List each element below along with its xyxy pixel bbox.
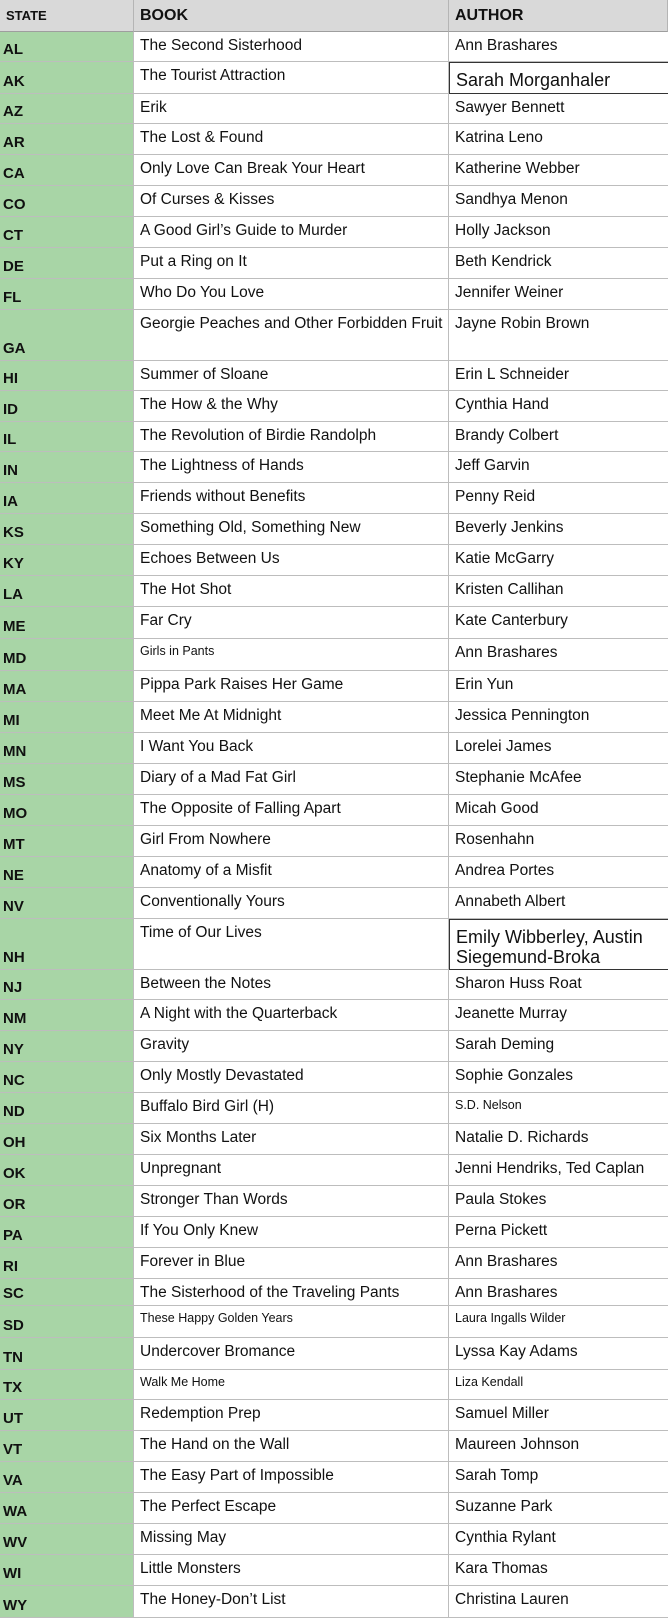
state-cell[interactable]: NH	[0, 919, 134, 970]
author-cell[interactable]: Sophie Gonzales	[449, 1062, 668, 1093]
book-cell[interactable]: Girl From Nowhere	[134, 826, 449, 857]
table-row	[0, 1306, 668, 1338]
book-cell[interactable]: The Revolution of Birdie Randolph	[134, 422, 449, 452]
book-cell[interactable]: Conventionally Yours	[134, 888, 449, 919]
author-cell[interactable]: Laura Ingalls Wilder	[449, 1306, 668, 1338]
author-cell[interactable]: Christina Lauren	[449, 1586, 668, 1618]
book-cell[interactable]: The Opposite of Falling Apart	[134, 795, 449, 826]
table-row	[0, 217, 668, 248]
table-row	[0, 888, 668, 919]
book-cell[interactable]: Girls in Pants	[134, 639, 449, 671]
author-cell[interactable]: S.D. Nelson	[449, 1093, 668, 1124]
state-cell[interactable]: MO	[0, 795, 134, 826]
book-cell[interactable]: I Want You Back	[134, 733, 449, 764]
author-cell[interactable]: Beth Kendrick	[449, 248, 668, 279]
state-cell[interactable]: OH	[0, 1124, 134, 1155]
author-cell[interactable]: Sarah Tomp	[449, 1462, 668, 1493]
state-cell[interactable]: UT	[0, 1400, 134, 1431]
book-cell[interactable]: Only Mostly Devastated	[134, 1062, 449, 1093]
state-cell[interactable]: ME	[0, 607, 134, 639]
book-cell[interactable]: Buffalo Bird Girl (H)	[134, 1093, 449, 1124]
author-cell[interactable]: Holly Jackson	[449, 217, 668, 248]
book-cell[interactable]: The Sisterhood of the Traveling Pants	[134, 1279, 449, 1306]
author-cell[interactable]: Jenni Hendriks, Ted Caplan	[449, 1155, 668, 1186]
state-cell[interactable]: MS	[0, 764, 134, 795]
author-cell[interactable]: Micah Good	[449, 795, 668, 826]
author-cell[interactable]: Brandy Colbert	[449, 422, 668, 452]
table-row	[0, 545, 668, 576]
book-cell[interactable]: Of Curses & Kisses	[134, 186, 449, 217]
state-cell[interactable]: SC	[0, 1279, 134, 1306]
state-cell[interactable]: GA	[0, 310, 134, 361]
author-cell[interactable]: Kara Thomas	[449, 1555, 668, 1586]
table-row	[0, 970, 668, 1000]
author-cell[interactable]: Jayne Robin Brown	[449, 310, 668, 361]
table-row	[0, 1462, 668, 1493]
author-cell[interactable]: Ann Brashares	[449, 1248, 668, 1279]
author-cell[interactable]: Jessica Pennington	[449, 702, 668, 733]
book-cell[interactable]: Undercover Bromance	[134, 1338, 449, 1370]
book-cell[interactable]: The Lightness of Hands	[134, 452, 449, 483]
book-cell[interactable]: The Easy Part of Impossible	[134, 1462, 449, 1493]
state-cell[interactable]: SD	[0, 1306, 134, 1338]
book-cell[interactable]: If You Only Knew	[134, 1217, 449, 1248]
state-cell[interactable]: KS	[0, 514, 134, 545]
book-cell[interactable]: Erik	[134, 94, 449, 124]
table-row	[0, 514, 668, 545]
author-cell[interactable]: Lorelei James	[449, 733, 668, 764]
table-row	[0, 1155, 668, 1186]
author-cell[interactable]: Stephanie McAfee	[449, 764, 668, 795]
book-cell[interactable]: Summer of Sloane	[134, 361, 449, 391]
table-row	[0, 279, 668, 310]
state-cell[interactable]: TX	[0, 1370, 134, 1400]
state-cell[interactable]: HI	[0, 361, 134, 391]
book-cell[interactable]: Echoes Between Us	[134, 545, 449, 576]
table-row	[0, 1586, 668, 1618]
state-cell[interactable]: WY	[0, 1586, 134, 1618]
state-cell[interactable]: CT	[0, 217, 134, 248]
state-cell[interactable]: WV	[0, 1524, 134, 1555]
author-cell[interactable]: Beverly Jenkins	[449, 514, 668, 545]
state-cell[interactable]: MT	[0, 826, 134, 857]
table-row	[0, 452, 668, 483]
table-row	[0, 1431, 668, 1462]
book-cell[interactable]: Pippa Park Raises Her Game	[134, 671, 449, 702]
book-cell[interactable]: Time of Our Lives	[134, 919, 449, 970]
author-cell[interactable]: Erin Yun	[449, 671, 668, 702]
state-cell[interactable]: ND	[0, 1093, 134, 1124]
author-cell[interactable]: Emily Wibberley, Austin Siegemund-Broka	[449, 919, 668, 970]
book-cell[interactable]: The Hand on the Wall	[134, 1431, 449, 1462]
book-cell[interactable]: Little Monsters	[134, 1555, 449, 1586]
author-cell[interactable]: Katherine Webber	[449, 155, 668, 186]
table-row	[0, 310, 668, 361]
book-cell[interactable]: Anatomy of a Misfit	[134, 857, 449, 888]
author-cell[interactable]: Katrina Leno	[449, 124, 668, 155]
state-cell[interactable]: ID	[0, 391, 134, 422]
table-row	[0, 702, 668, 733]
table-row	[0, 155, 668, 186]
table-row	[0, 919, 668, 970]
author-cell[interactable]: Maureen Johnson	[449, 1431, 668, 1462]
state-cell[interactable]: AZ	[0, 94, 134, 124]
state-cell[interactable]: AR	[0, 124, 134, 155]
author-cell[interactable]: Lyssa Kay Adams	[449, 1338, 668, 1370]
state-cell[interactable]: IN	[0, 452, 134, 483]
state-cell[interactable]: KY	[0, 545, 134, 576]
table-row	[0, 1124, 668, 1155]
book-cell[interactable]: Far Cry	[134, 607, 449, 639]
author-cell[interactable]: Rosenhahn	[449, 826, 668, 857]
author-cell[interactable]: Erin L Schneider	[449, 361, 668, 391]
book-cell[interactable]: The Perfect Escape	[134, 1493, 449, 1524]
book-cell[interactable]: Meet Me At Midnight	[134, 702, 449, 733]
state-cell[interactable]: OR	[0, 1186, 134, 1217]
book-cell[interactable]: Stronger Than Words	[134, 1186, 449, 1217]
state-cell[interactable]: PA	[0, 1217, 134, 1248]
state-cell[interactable]: LA	[0, 576, 134, 607]
table-row	[0, 1338, 668, 1370]
author-cell[interactable]: Andrea Portes	[449, 857, 668, 888]
state-cell[interactable]: DE	[0, 248, 134, 279]
book-cell[interactable]: Redemption Prep	[134, 1400, 449, 1431]
author-cell[interactable]: Sarah Morganhaler	[449, 62, 668, 94]
table-row	[0, 124, 668, 155]
table-row	[0, 422, 668, 452]
state-cell[interactable]: IA	[0, 483, 134, 514]
author-cell[interactable]: Jeanette Murray	[449, 1000, 668, 1031]
state-cell[interactable]: IL	[0, 422, 134, 452]
book-cell[interactable]: Georgie Peaches and Other Forbidden Fruit	[134, 310, 449, 361]
table-row	[0, 639, 668, 671]
state-cell[interactable]: AL	[0, 32, 134, 62]
table-row	[0, 1186, 668, 1217]
state-cell[interactable]: MD	[0, 639, 134, 671]
state-cell[interactable]: RI	[0, 1248, 134, 1279]
state-cell[interactable]: NV	[0, 888, 134, 919]
author-cell[interactable]: Sarah Deming	[449, 1031, 668, 1062]
book-cell[interactable]: Put a Ring on It	[134, 248, 449, 279]
table-row	[0, 857, 668, 888]
author-cell[interactable]: Natalie D. Richards	[449, 1124, 668, 1155]
header-book[interactable]: BOOK	[134, 0, 449, 32]
header-state[interactable]: STATE	[0, 0, 134, 32]
book-cell[interactable]: Something Old, Something New	[134, 514, 449, 545]
state-cell[interactable]: NE	[0, 857, 134, 888]
state-cell[interactable]: CA	[0, 155, 134, 186]
table-row	[0, 1370, 668, 1400]
book-cell[interactable]: Who Do You Love	[134, 279, 449, 310]
state-cell[interactable]: OK	[0, 1155, 134, 1186]
table-row	[0, 391, 668, 422]
state-cell[interactable]: NC	[0, 1062, 134, 1093]
author-cell[interactable]: Samuel Miller	[449, 1400, 668, 1431]
table-row	[0, 576, 668, 607]
book-cell[interactable]: The Tourist Attraction	[134, 62, 449, 94]
table-row	[0, 483, 668, 514]
table-row	[0, 361, 668, 391]
state-cell[interactable]: VA	[0, 1462, 134, 1493]
state-cell[interactable]: WA	[0, 1493, 134, 1524]
book-cell[interactable]: A Good Girl’s Guide to Murder	[134, 217, 449, 248]
author-cell[interactable]: Penny Reid	[449, 483, 668, 514]
table-row	[0, 1000, 668, 1031]
table-row	[0, 671, 668, 702]
author-cell[interactable]: Ann Brashares	[449, 639, 668, 671]
author-cell[interactable]: Katie McGarry	[449, 545, 668, 576]
book-cell[interactable]: The How & the Why	[134, 391, 449, 422]
state-cell[interactable]: NM	[0, 1000, 134, 1031]
table-row	[0, 32, 668, 62]
book-cell[interactable]: Forever in Blue	[134, 1248, 449, 1279]
book-cell[interactable]: The Honey-Don’t List	[134, 1586, 449, 1618]
author-cell[interactable]: Ann Brashares	[449, 32, 668, 62]
table-row	[0, 1062, 668, 1093]
table-row	[0, 186, 668, 217]
book-cell[interactable]: A Night with the Quarterback	[134, 1000, 449, 1031]
book-cell[interactable]: The Lost & Found	[134, 124, 449, 155]
table-row	[0, 1524, 668, 1555]
table-row	[0, 248, 668, 279]
book-cell[interactable]: Between the Notes	[134, 970, 449, 1000]
state-cell[interactable]: MI	[0, 702, 134, 733]
table-row	[0, 1248, 668, 1279]
state-cell[interactable]: CO	[0, 186, 134, 217]
book-cell[interactable]: These Happy Golden Years	[134, 1306, 449, 1338]
table-row	[0, 1093, 668, 1124]
author-cell[interactable]: Paula Stokes	[449, 1186, 668, 1217]
state-cell[interactable]: NY	[0, 1031, 134, 1062]
book-cell[interactable]: The Second Sisterhood	[134, 32, 449, 62]
state-cell[interactable]: NJ	[0, 970, 134, 1000]
table-row	[0, 795, 668, 826]
book-cell[interactable]: Friends without Benefits	[134, 483, 449, 514]
table-row	[0, 1217, 668, 1248]
author-cell[interactable]: Sharon Huss Roat	[449, 970, 668, 1000]
author-cell[interactable]: Jeff Garvin	[449, 452, 668, 483]
table-row	[0, 607, 668, 639]
table-row	[0, 1400, 668, 1431]
table-row	[0, 94, 668, 124]
table-row	[0, 1555, 668, 1586]
author-cell[interactable]: Sawyer Bennett	[449, 94, 668, 124]
author-cell[interactable]: Kristen Callihan	[449, 576, 668, 607]
author-cell[interactable]: Kate Canterbury	[449, 607, 668, 639]
book-cell[interactable]: Only Love Can Break Your Heart	[134, 155, 449, 186]
book-cell[interactable]: The Hot Shot	[134, 576, 449, 607]
state-cell[interactable]: TN	[0, 1338, 134, 1370]
book-cell[interactable]: Six Months Later	[134, 1124, 449, 1155]
author-cell[interactable]: Sandhya Menon	[449, 186, 668, 217]
author-cell[interactable]: Liza Kendall	[449, 1370, 668, 1400]
header-author[interactable]: AUTHOR	[449, 0, 668, 32]
state-cell[interactable]: FL	[0, 279, 134, 310]
author-cell[interactable]: Jennifer Weiner	[449, 279, 668, 310]
book-cell[interactable]: Unpregnant	[134, 1155, 449, 1186]
book-cell[interactable]: Gravity	[134, 1031, 449, 1062]
table-row	[0, 62, 668, 94]
table-row	[0, 1279, 668, 1306]
book-cell[interactable]: Diary of a Mad Fat Girl	[134, 764, 449, 795]
book-cell[interactable]: Missing May	[134, 1524, 449, 1555]
state-cell[interactable]: VT	[0, 1431, 134, 1462]
author-cell[interactable]: Cynthia Hand	[449, 391, 668, 422]
table-row	[0, 826, 668, 857]
author-cell[interactable]: Annabeth Albert	[449, 888, 668, 919]
state-cell[interactable]: MA	[0, 671, 134, 702]
book-cell[interactable]: Walk Me Home	[134, 1370, 449, 1400]
state-cell[interactable]: WI	[0, 1555, 134, 1586]
state-cell[interactable]: AK	[0, 62, 134, 94]
author-cell[interactable]: Perna Pickett	[449, 1217, 668, 1248]
author-cell[interactable]: Suzanne Park	[449, 1493, 668, 1524]
author-cell[interactable]: Cynthia Rylant	[449, 1524, 668, 1555]
table-row	[0, 733, 668, 764]
state-cell[interactable]: MN	[0, 733, 134, 764]
table-row	[0, 764, 668, 795]
table-row	[0, 1031, 668, 1062]
table-row	[0, 1493, 668, 1524]
author-cell[interactable]: Ann Brashares	[449, 1279, 668, 1306]
